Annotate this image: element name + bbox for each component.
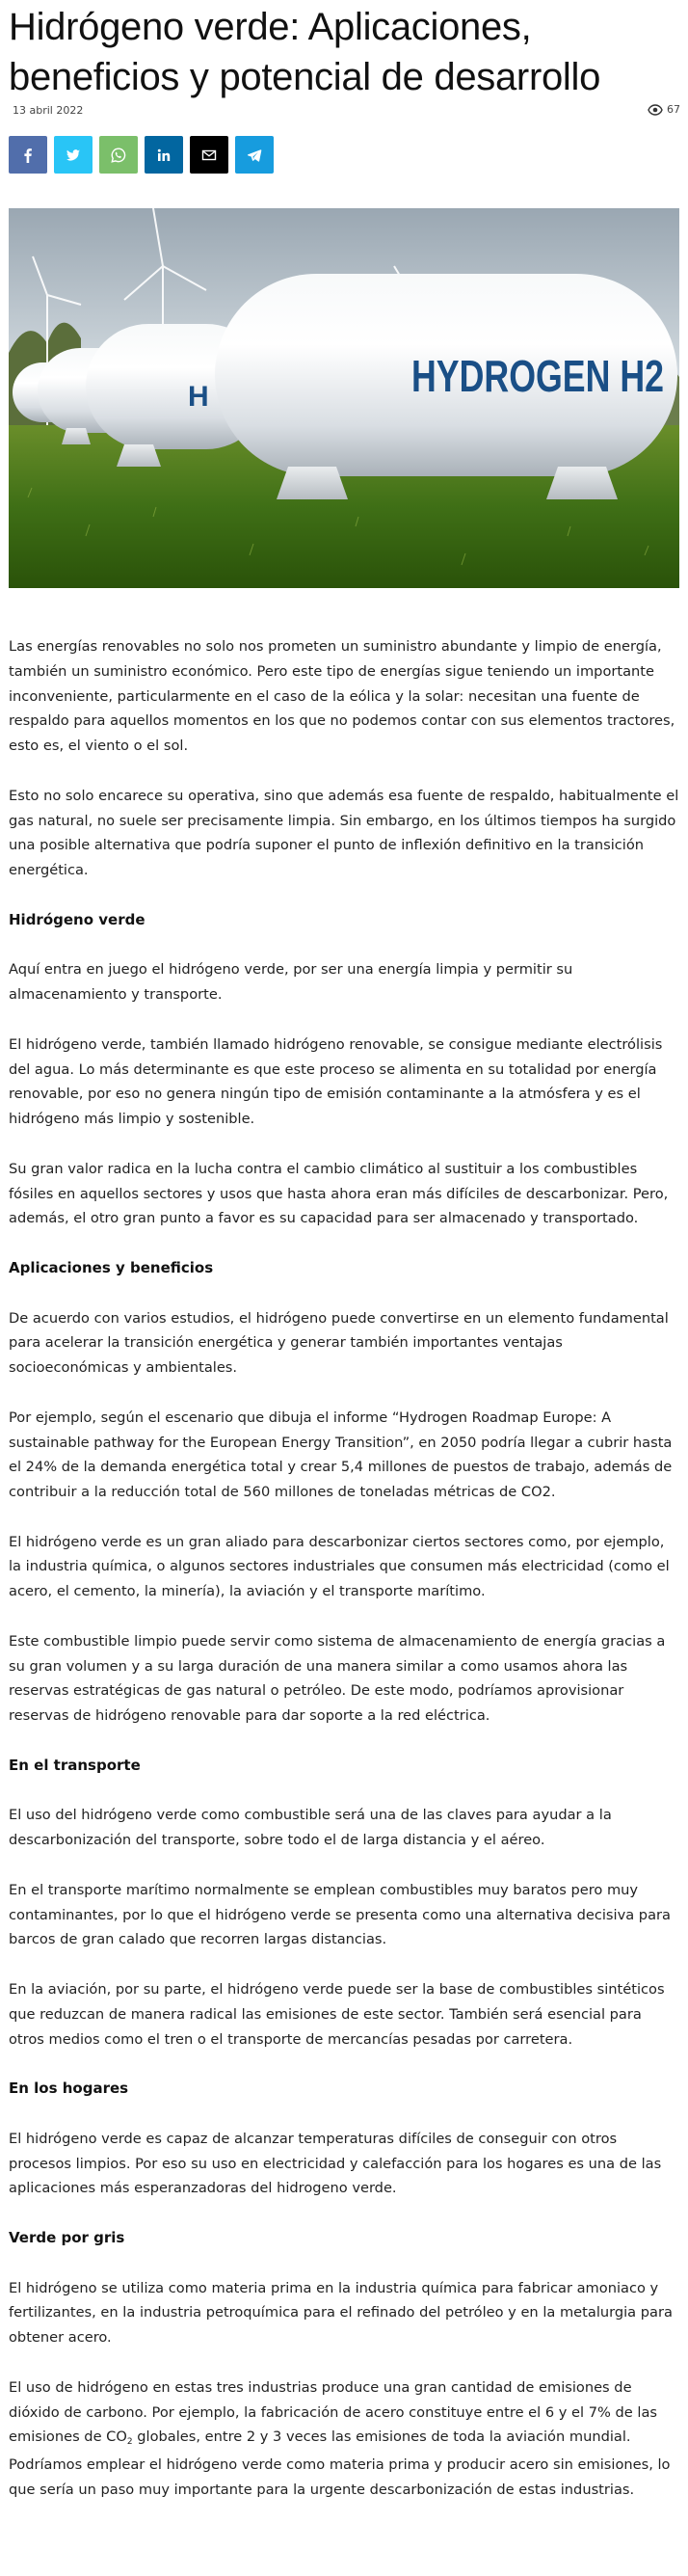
publish-date: 13 abril 2022 [13, 104, 84, 117]
telegram-icon [247, 148, 262, 163]
paragraph: Las energías renovables no solo nos prometen un suministro abundante y limpio de energía, también un suministro económico. Pero este tipo de energías sigue teniendo un importante inconveniente, particularmente en el caso de la eólica y la solar: necesitan una fuente de respaldo para aquellos momentos en los que no podemos contar con sus elementos tractores, esto es, el viento o el sol. [9, 638, 675, 755]
twitter-share-button[interactable] [54, 136, 93, 174]
telegram-share-button[interactable] [235, 136, 274, 174]
hero-image [9, 208, 679, 588]
view-count [648, 103, 680, 116]
article-body [9, 634, 679, 2528]
paragraph: De acuerdo con varios estudios, el hidrógeno puede convertirse en un elemento fundamental para acelerar la transición energética y generar también importantes ventajas socioeconómicas y ambientales. [9, 1309, 669, 1377]
section-heading: En el transporte [9, 1756, 141, 1774]
linkedin-share-button[interactable] [145, 136, 183, 174]
hero-tank-text-partial: H [188, 381, 209, 413]
subscript-2: 2 [126, 2437, 133, 2448]
whatsapp-share-button[interactable] [99, 136, 138, 174]
email-share-button[interactable] [190, 136, 228, 174]
share-buttons [9, 136, 274, 174]
section-heading: Aplicaciones y beneficios [9, 1258, 214, 1276]
view-count-value: 67 [667, 103, 680, 116]
eye-icon [648, 104, 663, 116]
paragraph: Por ejemplo, según el escenario que dibuja el informe “Hydrogen Roadmap Europe: A sustainable pathway for the European Energy Transition”, en 2050 podría llegar a cubrir hasta el 24% de la demanda energética total y crear 5,4 millones de puestos de trabajo, además de contribuir a la reducción total de 560 millones de toneladas métricas de CO2. [9, 1409, 673, 1501]
paragraph-part: globales, entre 2 y 3 veces las emisiones de toda la aviación mundial. Podríamos emplear el hidrógeno verde como materia prima y producir acero sin emisiones, lo que sería un paso muy importante para la urgente descarbonización de estas industrias. [9, 2428, 671, 2498]
paragraph-part: El uso de hidrógeno en estas tres industrias produce una gran cantidad de emisiones de dióxido de carbono. Por ejemplo, la fabricación de acero constituye entre el 6 y el 7% de las emisiones de CO [9, 2378, 658, 2446]
paragraph: El uso del hidrógeno verde como combustible será una de las claves para ayudar a la descarbonización del transporte, sobre todo el de larga distancia y el aéreo. [9, 1807, 612, 1849]
facebook-icon [20, 148, 36, 163]
paragraph: Su gran valor radica en la lucha contra el cambio climático al sustituir a los combustibles fósiles en aquellos sectores y usos que hasta ahora eran más difíciles de descarbonizar. Pero, además, el otro gran punto a favor es su capacidad para ser almacenado y transportado. [9, 1160, 669, 1227]
paragraph: En la aviación, por su parte, el hidrógeno verde puede ser la base de combustibles sintéticos que reduzcan de manera radical las emisiones de este sector. También será esencial para otros medios como el tren o el transporte de mercancías pesadas por carretera. [9, 1981, 665, 2048]
paragraph: Esto no solo encarece su operativa, sino que además esa fuente de respaldo, habitualmente el gas natural, no suele ser precisamente limpia. Sin embargo, en los últimos tiempos ha surgido una posible alternativa que podría suponer el punto de inflexión definitivo en la transición energética. [9, 787, 679, 879]
email-icon [201, 148, 217, 163]
paragraph: El hidrógeno se utiliza como materia prima en la industria química para fabricar amoniaco y fertilizantes, en la industria petroquímica para el refinado del petróleo y en la metalurgia para obtener acero. [9, 2279, 673, 2347]
section-heading: En los hogares [9, 2080, 129, 2098]
section-heading: Verde por gris [9, 2229, 125, 2246]
page-title: Hidrógeno verde: Aplicaciones, beneficios y potencial de desarrollo [9, 6, 601, 98]
paragraph: El hidrógeno verde es un gran aliado para descarbonizar ciertos sectores como, por ejemplo, la industria química, o algunos sectores industriales que consumen más electricidad (como el acero, el cemento, la minería), la aviación y el transporte marítimo. [9, 1533, 670, 1600]
paragraph: Aquí entra en juego el hidrógeno verde, por ser una energía limpia y permitir su almacenamiento y transporte. [9, 961, 573, 1004]
paragraph: Este combustible limpio puede servir como sistema de almacenamiento de energía gracias a su gran volumen y a su larga duración de una manera similar a como usamos ahora las reservas estratégicas de gas natural o petróleo. De este modo, podríamos aprovisionar reservas de hidrógeno renovable para dar soporte a la red eléctrica. [9, 1632, 666, 1725]
whatsapp-icon [111, 148, 126, 163]
paragraph: El hidrógeno verde, también llamado hidrógeno renovable, se consigue mediante electrólisis del agua. Lo más determinante es que este proceso se alimenta en su totalidad por energía renovable, por eso no genera ningún tipo de emisión contaminante a la atmósfera y es el hidrógeno más limpio y sostenible. [9, 1035, 663, 1128]
section-heading: Hidrógeno verde [9, 910, 146, 928]
linkedin-icon [156, 148, 172, 163]
paragraph: En el transporte marítimo normalmente se emplean combustibles muy baratos pero muy contaminantes, por lo que el hidrógeno verde se presenta como una alternativa decisiva para barcos de gran calado que recorren largas distancias. [9, 1881, 671, 1948]
paragraph: El hidrógeno verde es capaz de alcanzar temperaturas difíciles de conseguir con otros procesos limpios. Por eso su uso en electricidad y calefacción para los hogares es una de las aplicaciones más esperanzadoras del hidrogeno verde. [9, 2130, 662, 2197]
twitter-icon [66, 148, 81, 163]
paragraph [9, 2375, 679, 2503]
facebook-share-button[interactable] [9, 136, 47, 174]
hero-tank-text: HYDROGEN H2 [411, 351, 664, 401]
